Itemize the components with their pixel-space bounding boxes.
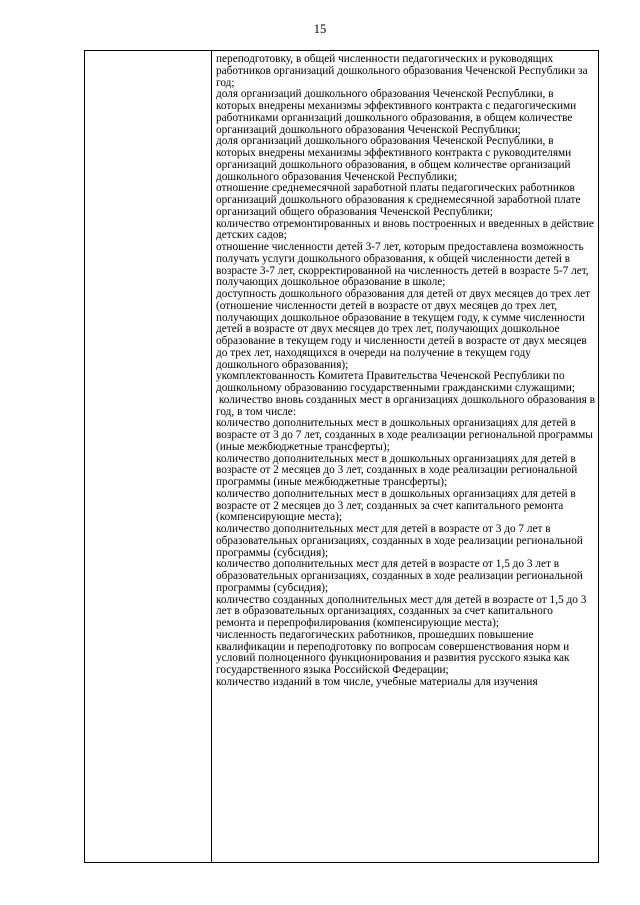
paragraph: количество дополнительных мест для детей в возрасте от 3 до 7 лет в образовательных организациях, созданных в ходе реализации региональной программы (субсидия); <box>216 523 583 559</box>
paragraph: отношение среднемесячной заработной платы педагогических работников организаций дошкольного образования к среднемесячной заработной плате организаций общего образования Чеченской Республики; <box>216 182 581 218</box>
paragraph: количество отремонтированных и вновь построенных и введенных в действие детских садов; <box>216 217 594 242</box>
table-right-cell <box>212 51 598 862</box>
paragraph: доля организаций дошкольного образования Чеченской Республики, в которых внедрены механизмы эффективного контракта с педагогическими работниками организаций дошкольного образования, в общем количестве организаций дошкольного образования Чеченской Республики; <box>216 88 577 136</box>
page-number: 15 <box>313 22 327 36</box>
paragraph: численность педагогических работников, прошедших повышение квалификации и переподготовку по вопросам совершенствования норм и условий полноценного функционирования и развития русского языка как государственного языка Российской Федерации; <box>216 628 570 676</box>
paragraph: отношение численности детей 3-7 лет, которым предоставлена возможность получать услуги дошкольного образования, к общей численности детей в возрасте 3-7 лет, скорректированной на численность детей в возрасте 5-7 лет, получающих дошкольное образование в школе; <box>216 241 589 289</box>
table-left-cell <box>85 51 212 862</box>
paragraph: количество изданий в том числе, учебные материалы для изучения <box>216 675 538 688</box>
paragraph: укомплектованность Комитета Правительства Чеченской Республики по дошкольному образованию государственными гражданскими служащими; <box>216 370 576 394</box>
paragraph: переподготовку, в общей численности педагогических и руководящих работников организаций дошкольного образования Чеченской Республики за год; <box>216 53 588 89</box>
paragraph: количество дополнительных мест для детей в возрасте от 1,5 до 3 лет в образовательных организациях, созданных в ходе реализации региональной программы (субсидия); <box>216 558 583 594</box>
paragraph: количество дополнительных мест в дошкольных организациях для детей в возрасте от 3 до 7 лет, созданных в ходе реализации региональной программы (иные межбюджетные трансферты); <box>216 417 593 453</box>
paragraph: количество дополнительных мест в дошкольных организациях для детей в возрасте от 2 месяцев до 3 лет, созданных за счет капитального ремонта (компенсирующие места); <box>216 487 576 524</box>
content-table <box>84 50 599 863</box>
paragraph: количество созданных дополнительных мест для детей в возрасте от 1,5 до 3 лет в образовательных организациях, созданных за счет капитального ремонта и перепрофилирования (компенсирующие места); <box>216 593 587 629</box>
paragraph: доля организаций дошкольного образования Чеченской Республики, в которых внедрены механизмы эффективного контракта с руководителями организаций дошкольного образования, в общем количестве организаций дошкольного образования Чеченской Республики; <box>216 135 572 183</box>
paragraph: количество дополнительных мест в дошкольных организациях для детей в возрасте от 2 месяцев до 3 лет, созданных в ходе реализации региональной программы (иные межбюджетные трансферты); <box>216 452 578 488</box>
paragraph: доступность дошкольного образования для детей от двух месяцев до трех лет (отношение численности детей в возрасте от двух месяцев до трех лет, получающих дошкольное образование в текущем году, к сумме численности детей в возрасте от двух месяцев до трех лет, получающих дошкольное образование в текущем году и численности детей в возрасте от двух месяцев до трех лет, находящихся в очереди на получение в текущем году дошкольного образования); <box>216 288 591 371</box>
paragraph: количество вновь созданных мест в организациях дошкольного образования в год, в том числе: <box>216 393 598 418</box>
